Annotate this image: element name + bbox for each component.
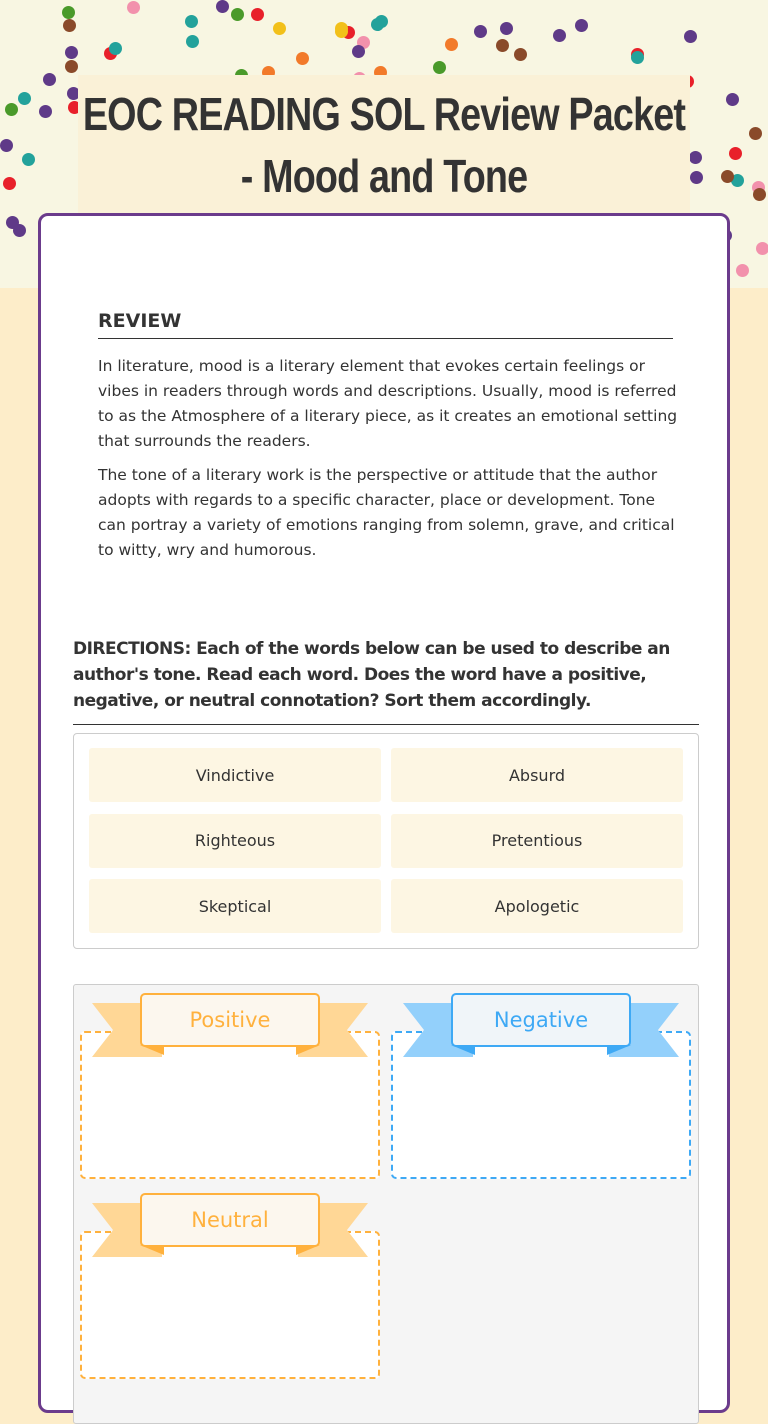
polka-dot — [553, 29, 566, 42]
polka-dot — [5, 103, 18, 116]
polka-dot — [65, 60, 78, 73]
title-banner — [78, 75, 690, 220]
bin-neutral[interactable] — [80, 1193, 382, 1341]
polka-dot — [231, 8, 244, 21]
polka-dot — [756, 242, 768, 255]
worksheet-card — [38, 213, 730, 1413]
bin-label: Neutral — [140, 1193, 320, 1247]
bin-positive[interactable] — [80, 993, 382, 1141]
polka-dot — [13, 224, 26, 237]
polka-dot — [185, 15, 198, 28]
polka-dot — [721, 170, 734, 183]
directions: DIRECTIONS: Each of the words below can be used to describe an author's tone. Read each word. Does the word have a positive, negative, or neutral connotation? Sort them accordingly. — [73, 636, 699, 725]
bin-label: Negative — [451, 993, 631, 1047]
polka-dot — [127, 1, 140, 14]
polka-dot — [335, 22, 348, 35]
polka-dot — [690, 171, 703, 184]
word-tile[interactable]: Skeptical — [89, 879, 381, 933]
polka-dot — [39, 105, 52, 118]
polka-dot — [216, 0, 229, 13]
polka-dot — [0, 139, 13, 152]
review-paragraph: The tone of a literary work is the perspective or attitude that the author adopts with regards to a specific character, place or development. Tone can portray a variety of emotions ranging from solemn, grave, and critical to witty, wry and humorous. — [98, 466, 675, 559]
polka-dot — [749, 127, 762, 140]
polka-dot — [445, 38, 458, 51]
polka-dot — [18, 92, 31, 105]
review-heading: REVIEW — [98, 310, 673, 339]
word-tile[interactable]: Pretentious — [391, 814, 683, 868]
polka-dot — [631, 51, 644, 64]
polka-dot — [3, 177, 16, 190]
polka-dot — [63, 19, 76, 32]
polka-dot — [251, 8, 264, 21]
polka-dot — [726, 93, 739, 106]
polka-dot — [729, 147, 742, 160]
word-tile[interactable]: Absurd — [391, 748, 683, 802]
polka-dot — [689, 151, 702, 164]
polka-dot — [514, 48, 527, 61]
sorting-area — [73, 984, 699, 1424]
polka-dot — [433, 61, 446, 74]
polka-dot — [371, 18, 384, 31]
polka-dot — [273, 22, 286, 35]
polka-dot — [684, 30, 697, 43]
polka-dot — [352, 45, 365, 58]
polka-dot — [186, 35, 199, 48]
word-tile[interactable]: Apologetic — [391, 879, 683, 933]
review-paragraph: In literature, mood is a literary element that evokes certain feelings or vibes in readers through words and descriptions. Usually, mood is referred to as the Atmosphere of a literary piece, as it creates an emotional setting that surrounds the readers. — [98, 357, 678, 450]
polka-dot — [474, 25, 487, 38]
polka-dot — [496, 39, 509, 52]
polka-dot — [22, 153, 35, 166]
polka-dot — [109, 42, 122, 55]
polka-dot — [736, 264, 749, 277]
polka-dot — [65, 46, 78, 59]
polka-dot — [62, 6, 75, 19]
word-bank — [73, 733, 699, 949]
polka-dot — [296, 52, 309, 65]
word-tile[interactable]: Righteous — [89, 814, 381, 868]
polka-dot — [43, 73, 56, 86]
polka-dot — [753, 188, 766, 201]
bin-label: Positive — [140, 993, 320, 1047]
page-title: EOC READING SOL Review Packet - Mood and Tone — [82, 88, 686, 202]
word-tile[interactable]: Vindictive — [89, 748, 381, 802]
polka-dot — [575, 19, 588, 32]
polka-dot — [500, 22, 513, 35]
bin-negative[interactable] — [391, 993, 693, 1141]
